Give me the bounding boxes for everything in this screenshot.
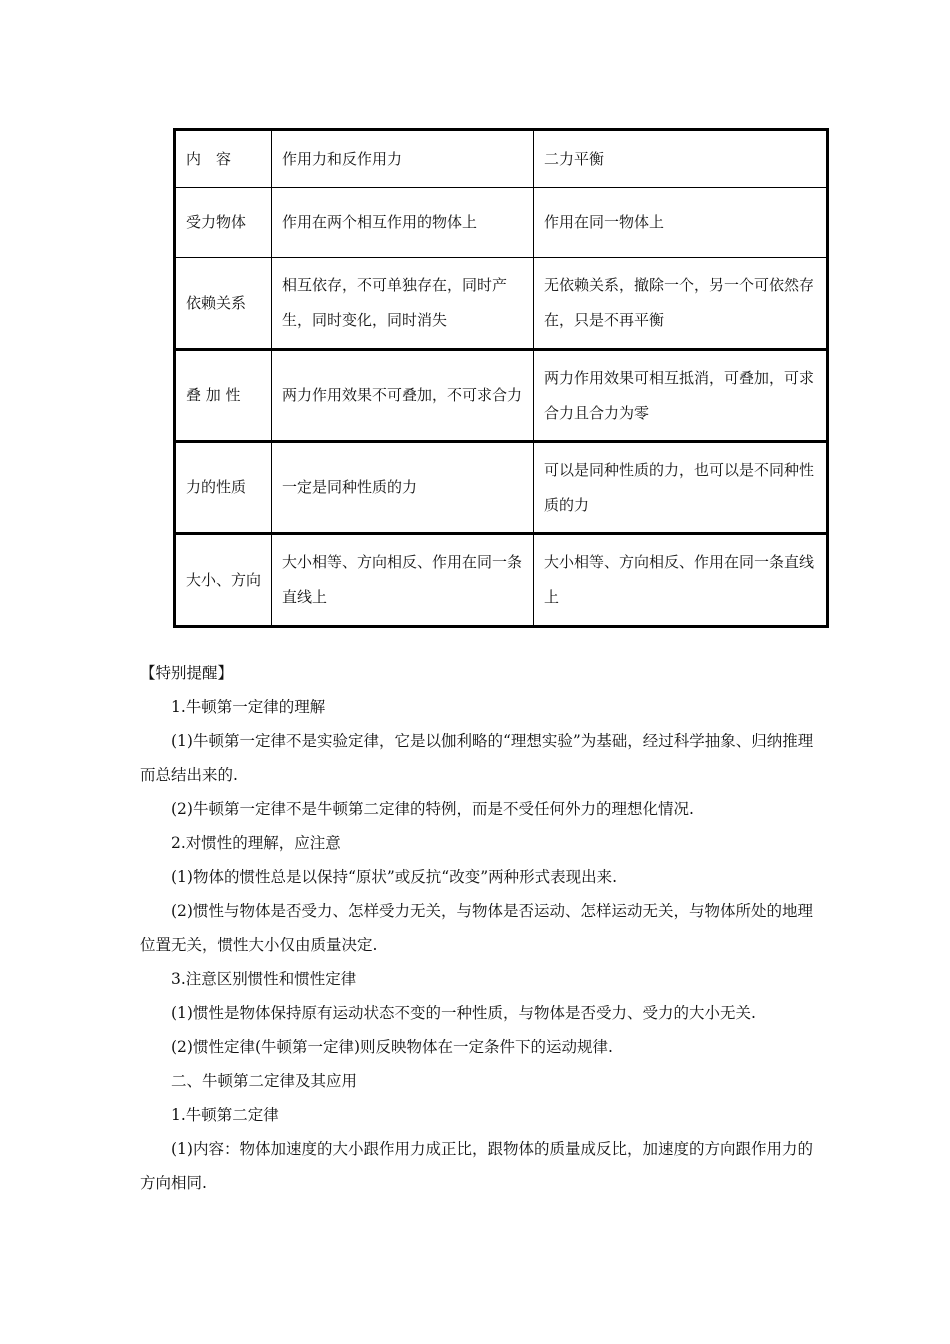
action-reaction-cell: 两力作用效果不可叠加，不可求合力 — [272, 350, 534, 442]
notes-line: 3.注意区别惯性和惯性定律 — [171, 970, 357, 988]
balance-cell: 无依赖关系，撤除一个，另一个可依然存在，只是不再平衡 — [534, 258, 828, 350]
notes-section — [140, 656, 820, 1200]
notes-line: (2)惯性定律(牛顿第一定律)则反映物体在一定条件下的运动规律. — [171, 1038, 613, 1056]
notes-line: (1)物体的惯性总是以保持“原状”或反抗“改变”两种形式表现出来. — [171, 868, 618, 886]
action-reaction-cell: 一定是同种性质的力 — [272, 442, 534, 534]
notes-title: 【特别提醒】 — [140, 664, 234, 682]
balance-cell: 两力作用效果可相互抵消，可叠加，可求合力且合力为零 — [534, 350, 828, 442]
row-label: 力的性质 — [175, 442, 272, 534]
table-row — [175, 534, 828, 627]
table-row — [175, 350, 828, 442]
notes-line: 1.牛顿第二定律 — [171, 1106, 279, 1124]
action-reaction-cell: 大小相等、方向相反、作用在同一条直线上 — [272, 534, 534, 627]
row-label: 受力物体 — [175, 188, 272, 258]
balance-cell: 大小相等、方向相反、作用在同一条直线上 — [534, 534, 828, 627]
notes-line: 2.对惯性的理解，应注意 — [171, 834, 341, 852]
table-row — [175, 442, 828, 534]
notes-line: 二、牛顿第二定律及其应用 — [171, 1072, 358, 1090]
action-reaction-cell: 作用在两个相互作用的物体上 — [272, 188, 534, 258]
row-label: 大小、方向 — [175, 534, 272, 627]
table-row — [175, 258, 828, 350]
balance-cell: 二力平衡 — [534, 130, 828, 188]
balance-cell: 作用在同一物体上 — [534, 188, 828, 258]
balance-cell: 可以是同种性质的力，也可以是不同种性质的力 — [534, 442, 828, 534]
table-row — [175, 188, 828, 258]
action-reaction-cell: 相互依存，不可单独存在，同时产生，同时变化，同时消失 — [272, 258, 534, 350]
comparison-table — [173, 128, 829, 628]
notes-line: (1)牛顿第一定律不是实验定律，它是以伽利略的“理想实验”为基础，经过科学抽象、归纳推理而总结出来的. — [140, 732, 814, 784]
notes-line: (1)内容：物体加速度的大小跟作用力成正比，跟物体的质量成反比，加速度的方向跟作用力的方向相同. — [140, 1140, 813, 1192]
action-reaction-cell: 作用力和反作用力 — [272, 130, 534, 188]
notes-line: (2)惯性与物体是否受力、怎样受力无关，与物体是否运动、怎样运动无关，与物体所处的地理位置无关，惯性大小仅由质量决定. — [140, 902, 813, 954]
row-label: 叠 加 性 — [175, 350, 272, 442]
notes-line: (2)牛顿第一定律不是牛顿第二定律的特例，而是不受任何外力的理想化情况. — [171, 800, 694, 818]
notes-line: 1.牛顿第一定律的理解 — [171, 698, 326, 716]
row-label: 依赖关系 — [175, 258, 272, 350]
row-label: 内 容 — [175, 130, 272, 188]
table-row — [175, 130, 828, 188]
notes-line: (1)惯性是物体保持原有运动状态不变的一种性质，与物体是否受力、受力的大小无关. — [171, 1004, 756, 1022]
